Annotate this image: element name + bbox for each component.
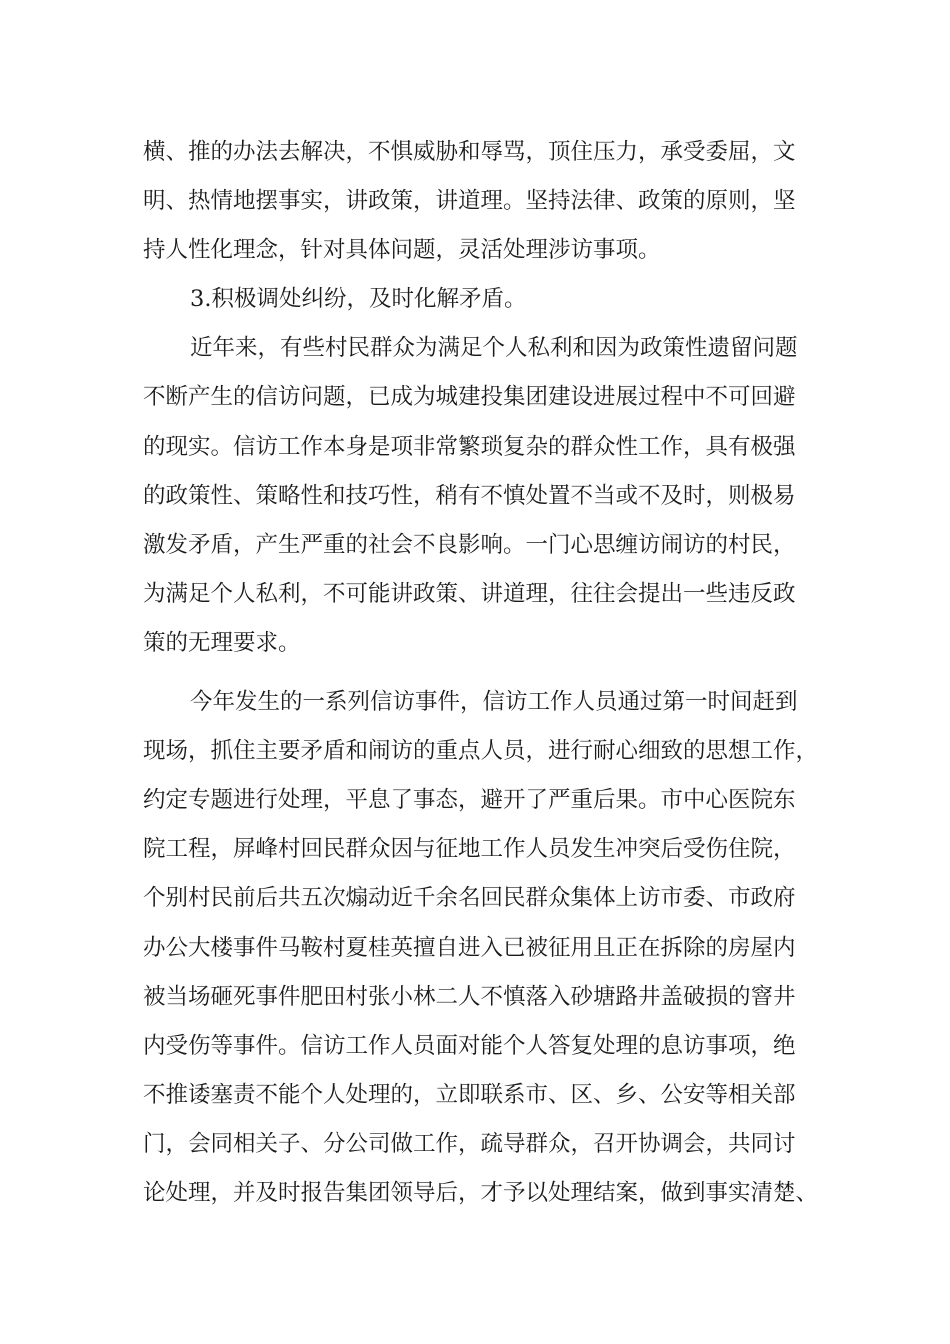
document-body <box>143 128 823 1218</box>
section-heading: 3.积极调处纠纷，及时化解矛盾。 <box>190 286 527 313</box>
text-line: 为满足个人私利，不可能讲政策、讲道理，往往会提出一些违反政 <box>143 580 796 607</box>
text-line: 的现实。信访工作本身是项非常繁琐复杂的群众性工作，具有极强 <box>143 433 796 460</box>
text-line: 策的无理要求。 <box>143 629 301 656</box>
text-line: 的政策性、策略性和技巧性，稍有不慎处置不当或不及时，则极易 <box>143 482 796 509</box>
text-line: 院工程，屏峰村回民群众因与征地工作人员发生冲突后受伤住院， <box>143 836 796 863</box>
text-line: 横、推的办法去解决，不惧威胁和辱骂，顶住压力，承受委屈，文 <box>143 139 796 165</box>
text-line: 被当场砸死事件肥田村张小林二人不慎落入砂塘路井盖破损的窨井 <box>143 983 796 1010</box>
text-line: 办公大楼事件马鞍村夏桂英擅自进入已被征用且正在拆除的房屋内 <box>143 934 796 961</box>
text-line: 内受伤等事件。信访工作人员面对能个人答复处理的息访事项，绝 <box>143 1032 796 1059</box>
text-line: 个别村民前后共五次煽动近千余名回民群众集体上访市委、市政府 <box>143 885 796 912</box>
text-line: 不断产生的信访问题，已成为城建投集团建设进展过程中不可回避 <box>143 384 796 411</box>
text-line: 约定专题进行处理，平息了事态，避开了严重后果。市中心医院东 <box>143 787 796 814</box>
text-line: 不推诿塞责不能个人处理的，立即联系市、区、乡、公安等相关部 <box>143 1081 796 1108</box>
text-line: 激发矛盾，产生严重的社会不良影响。一门心思缠访闹访的村民， <box>143 531 796 558</box>
text-line: 论处理，并及时报告集团领导后，才予以处理结案，做到事实清楚、 <box>143 1179 819 1206</box>
paragraph-gap <box>143 668 823 678</box>
text-line: 现场，抓住主要矛盾和闹访的重点人员，进行耐心细致的思想工作， <box>143 738 819 765</box>
text-line: 明、热情地摆事实，讲政策，讲道理。坚持法律、政策的原则，坚 <box>143 188 796 215</box>
text-line: 近年来，有些村民群众为满足个人私利和因为政策性遗留问题 <box>190 335 798 362</box>
text-line: 持人性化理念，针对具体问题，灵活处理涉访事项。 <box>143 237 661 264</box>
text-line: 今年发生的一系列信访事件，信访工作人员通过第一时间赶到 <box>190 689 798 716</box>
text-line: 门，会同相关子、分公司做工作，疏导群众，召开协调会，共同讨 <box>143 1130 796 1157</box>
